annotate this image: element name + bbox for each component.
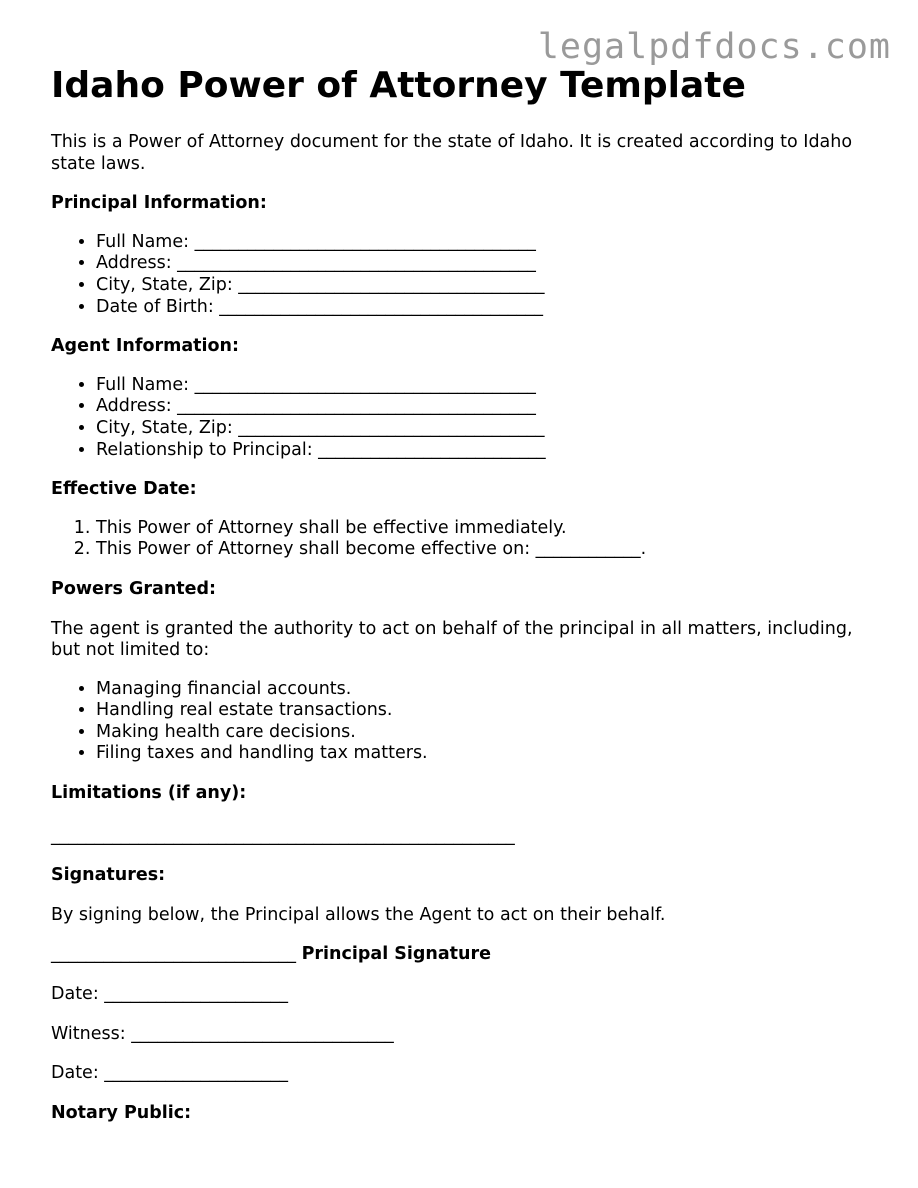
notary-heading: Notary Public: [51,1102,192,1123]
witness-date-line: Date: _____________________ [51,1063,289,1084]
signatures-paragraph: By signing below, the Principal allows the Agent to act on their behalf. [51,904,666,925]
principal-signature-blank: ____________________________ [51,944,296,965]
principal-signature-line [51,944,881,966]
principal-date-line: Date: _____________________ [51,984,289,1005]
agent-address-field: • Address: _________________________________________ [96,396,881,418]
principal-signature-label: Principal Signature [301,944,492,965]
effective-date-heading: Effective Date: [51,479,197,500]
power-item: • Managing financial accounts. [96,679,881,701]
power-item: • Filing taxes and handling tax matters. [96,743,881,765]
agent-city-state-zip-field: • City, State, Zip: ___________________________________ [96,418,881,440]
witness-line: Witness: ______________________________ [51,1023,394,1044]
principal-full-name-field: • Full Name: _______________________________________ [96,232,881,254]
document-page [51,62,881,1124]
principal-heading: Principal Information: [51,193,267,214]
powers-list [51,679,881,765]
principal-date-of-birth-field: • Date of Birth: _____________________________________ [96,297,881,319]
principal-address-field: • Address: _________________________________________ [96,253,881,275]
signatures-heading: Signatures: [51,865,166,886]
agent-list [51,375,881,461]
principal-city-state-zip-field: • City, State, Zip: ___________________________________ [96,275,881,297]
effective-immediately-option: 1. This Power of Attorney shall be effective immediately. [96,518,881,540]
watermark-text: legalpdfdocs.com [537,27,891,67]
power-item: • Handling real estate transactions. [96,700,881,722]
document-title: Idaho Power of Attorney Template [51,65,746,106]
effective-on-date-option: 2. This Power of Attorney shall become effective on: ____________. [96,539,881,561]
limitations-heading: Limitations (if any): [51,783,247,804]
intro-paragraph: This is a Power of Attorney document for the state of Idaho. It is created according to Idaho state laws. [51,132,853,174]
agent-full-name-field: • Full Name: _______________________________________ [96,375,881,397]
effective-date-list [51,518,881,561]
agent-heading: Agent Information: [51,336,239,357]
limitations-blank-line: _____________________________________________________ [51,825,515,846]
principal-list [51,232,881,318]
powers-paragraph: The agent is granted the authority to act on behalf of the principal in all matters, including, but not limited to: [51,618,853,661]
agent-relationship-field: • Relationship to Principal: __________________________ [96,440,881,462]
powers-heading: Powers Granted: [51,578,217,599]
power-item: • Making health care decisions. [96,722,881,744]
